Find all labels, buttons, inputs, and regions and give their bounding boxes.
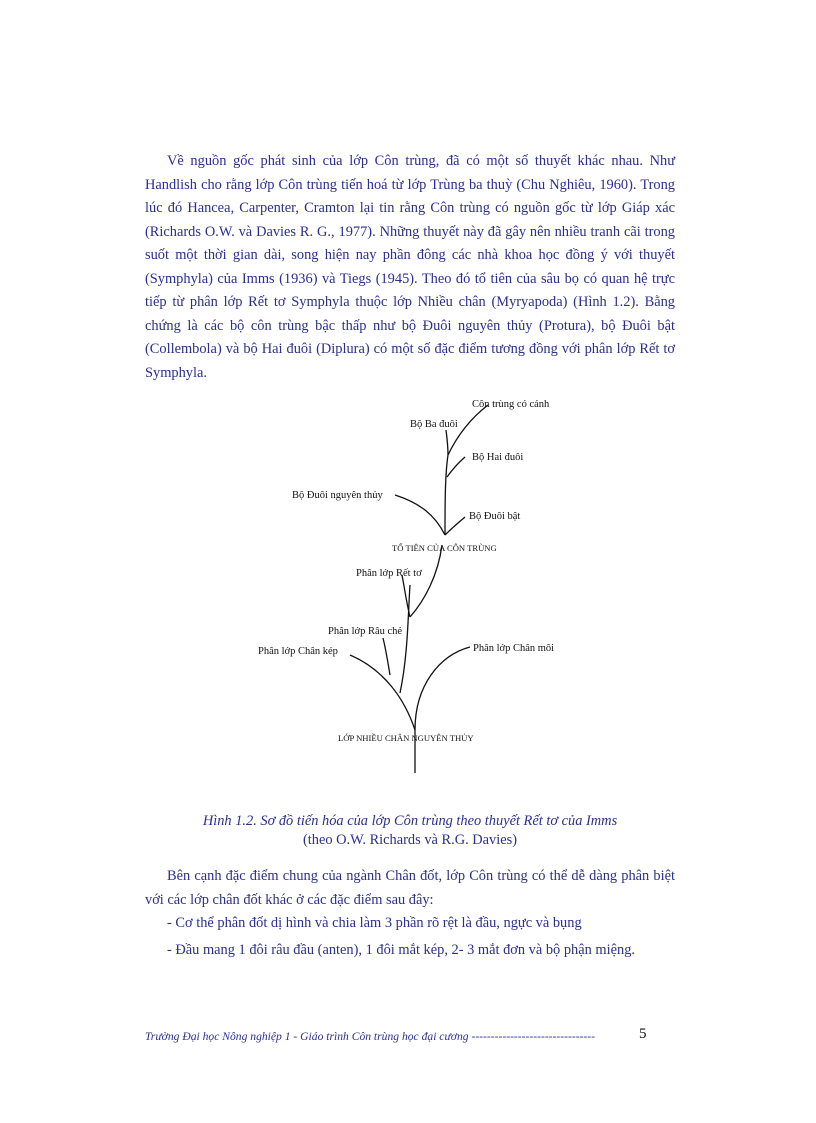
evolution-tree-diagram [240,385,580,785]
intro-paragraph: Về nguồn gốc phát sinh của lớp Côn trùng, đã có một số thuyết khác nhau. Như Handlish cho rằng lớp Côn trùng tiến hoá từ lớp Trùng ba thuỳ (Chu Nghiêu, 1960). Trong lúc đó Hancea, Carpenter, Cramton lại tin rằng Côn trùng có nguồn gốc từ lớp Giáp xác (Richards O.W. và Davies R. G., 1977). Những thuyết này đã gây nên nhiều tranh cãi trong suốt một thời gian dài, song hiện nay phần đông các nhà khoa học đồng ý với thuyết (Symphyla) của Imms (1936) và Tiegs (1945). Theo đó tổ tiên của sâu bọ có quan hệ trực tiếp từ phân lớp Rết tơ Symphyla thuộc lớp Nhiều chân (Myryapoda) (Hình 1.2). Bằng chứng là các bộ côn trùng bậc thấp như bộ Đuôi nguyên thủy (Protura), bộ Đuôi bật (Collembola) và bộ Hai đuôi (Diplura) có một số đặc điểm tương đồng với phân lớp Rết tơ Symphyla. [145,153,675,381]
label-primitive-myriapoda: LỚP NHIỀU CHÂN NGUYÊN THỦY [338,733,474,743]
figure-caption [145,812,675,850]
branch-chilopoda [415,647,470,730]
characteristics-paragraph: Bên cạnh đặc điểm chung của ngành Chân đốt, lớp Côn trùng có thể dễ dàng phân biệt với các lớp chân đốt khác ở các đặc điểm sau đây: [145,868,675,908]
label-symphyla: Phân lớp Rết tơ [356,568,422,579]
branch-thysanura [446,430,448,455]
label-pauropoda: Phân lớp Râu chẻ [328,626,403,637]
branch-diplopoda [350,655,415,730]
branch-insect-trunk [445,455,448,535]
branch-collembola [445,517,465,535]
label-winged-insects: Côn trùng có cánh [472,399,550,410]
bullet-head-parts: - Đầu mang 1 đôi râu đầu (anten), 1 đôi mắt kép, 2- 3 mắt đơn và bộ phận miệng. [167,942,635,958]
branch-diplura [447,457,465,477]
label-thysanura: Bộ Ba đuôi [410,419,458,430]
label-protura: Bộ Đuôi nguyên thủy [292,490,383,501]
branch-winged [448,405,488,455]
label-collembola: Bộ Đuôi bật [469,511,521,522]
branch-ancestor [410,545,442,617]
label-diplopoda: Phân lớp Chân kép [258,646,338,657]
label-diplura: Bộ Hai đuôi [472,452,524,463]
figure-caption-source: (theo O.W. Richards và R.G. Davies) [302,832,518,848]
branch-protura [395,495,445,535]
page-footer: Trường Đại học Nông nghiệp 1 - Giáo trình Côn trùng học đại cương -------------------------------- [145,1030,596,1043]
label-chilopoda: Phân lớp Chân môi [473,643,555,654]
figure-caption-title: Hình 1.2. Sơ đồ tiến hóa của lớp Côn trùng theo thuyết Rết tơ của Imms [202,813,618,829]
bullet-body-segments: - Cơ thể phân đốt dị hình và chia làm 3 phần rõ rệt là đầu, ngực và bụng [167,915,582,931]
page-number: 5 [639,1026,647,1042]
branch-main-to-symphyla [400,585,410,693]
branch-pauropoda [383,638,390,675]
label-insect-ancestor: TỔ TIÊN CỦA CÔN TRÙNG [392,543,497,553]
